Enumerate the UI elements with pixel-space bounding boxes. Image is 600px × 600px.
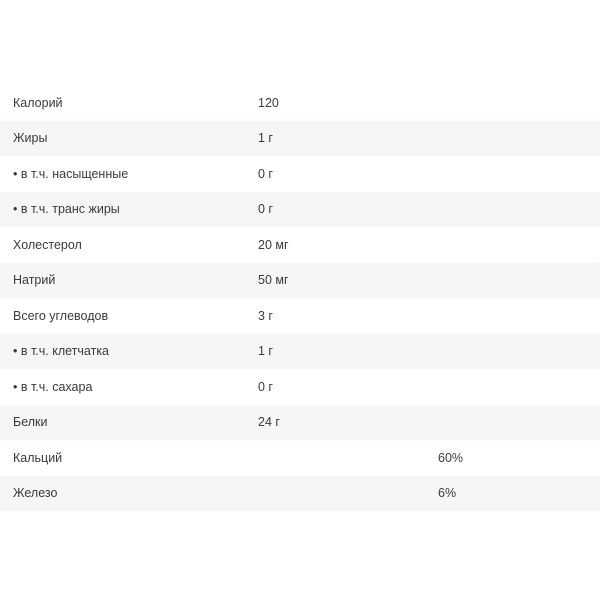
nutrient-daily-value — [438, 85, 600, 121]
nutrient-label: • в т.ч. сахара — [13, 379, 93, 394]
nutrient-label: Железо — [13, 486, 58, 501]
table-row — [0, 85, 600, 121]
nutrient-label: Кальций — [13, 450, 63, 465]
table-row — [0, 298, 600, 334]
nutrient-amount: 3 г — [258, 308, 273, 323]
nutrient-label: Белки — [13, 415, 48, 430]
nutrient-amount: 0 г — [258, 379, 273, 394]
nutrient-label: Холестерол — [13, 237, 82, 252]
nutrient-daily-value — [438, 121, 600, 157]
table-row — [0, 263, 600, 299]
table-row — [0, 440, 600, 476]
nutrient-amount: 0 г — [258, 202, 273, 217]
table-row — [0, 121, 600, 157]
nutrient-daily-value: 6% — [438, 486, 457, 501]
nutrient-daily-value — [438, 405, 600, 441]
table-row — [0, 369, 600, 405]
nutrient-daily-value — [438, 369, 600, 405]
nutrient-label: • в т.ч. насыщенные — [13, 166, 129, 181]
nutrient-amount: 0 г — [258, 166, 273, 181]
nutrient-amount: 120 — [258, 95, 279, 110]
nutrient-amount: 1 г — [258, 131, 273, 146]
table-row — [0, 156, 600, 192]
nutrient-label: Всего углеводов — [13, 308, 109, 323]
nutrient-daily-value: 60% — [438, 450, 464, 465]
nutrient-daily-value — [438, 192, 600, 228]
nutrient-amount: 1 г — [258, 344, 273, 359]
nutrient-amount: 50 мг — [258, 273, 289, 288]
table-row — [0, 476, 600, 512]
nutrient-daily-value — [438, 334, 600, 370]
nutrient-label: Калорий — [13, 95, 63, 110]
nutrient-amount — [258, 476, 438, 512]
nutrient-daily-value — [438, 227, 600, 263]
nutrient-label: Натрий — [13, 273, 56, 288]
nutrition-facts-table — [0, 85, 600, 511]
nutrient-amount: 20 мг — [258, 237, 289, 252]
table-row — [0, 405, 600, 441]
nutrient-daily-value — [438, 298, 600, 334]
nutrient-label: • в т.ч. транс жиры — [13, 202, 120, 217]
table-row — [0, 227, 600, 263]
nutrient-amount: 24 г — [258, 415, 280, 430]
nutrient-daily-value — [438, 263, 600, 299]
table-row — [0, 334, 600, 370]
nutrient-label: Жиры — [13, 131, 48, 146]
nutrient-amount — [258, 440, 438, 476]
table-row — [0, 192, 600, 228]
nutrient-daily-value — [438, 156, 600, 192]
nutrient-label: • в т.ч. клетчатка — [13, 344, 110, 359]
nutrition-table-body — [0, 85, 600, 511]
